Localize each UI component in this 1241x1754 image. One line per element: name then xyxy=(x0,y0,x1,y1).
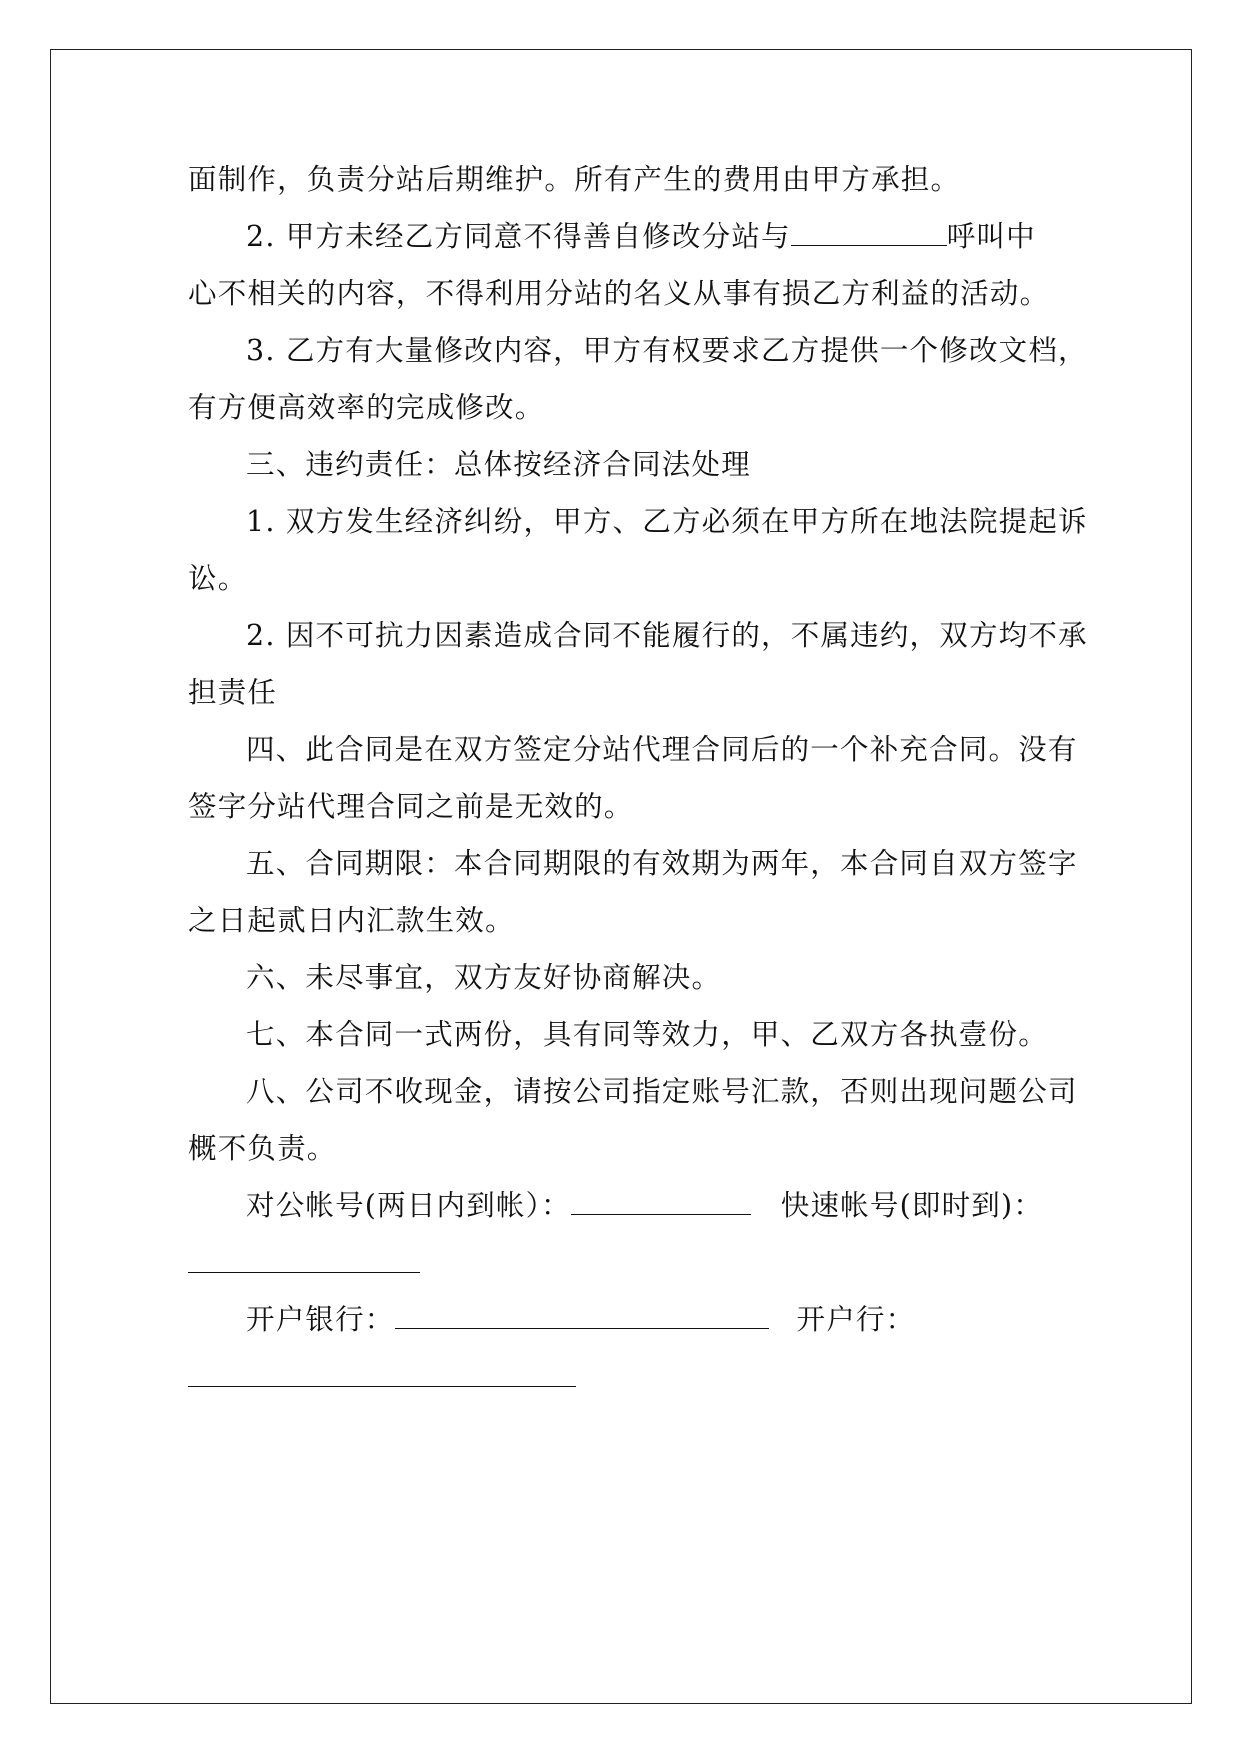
paragraph-line xyxy=(246,217,1036,257)
paragraph-line: 担责任 xyxy=(188,676,278,709)
branch-blank xyxy=(188,1386,576,1387)
paragraph-line: 有方便高效率的完成修改。 xyxy=(188,391,545,424)
paragraph-line: 3. 乙方有大量修改内容，甲方有权要求乙方提供一个修改文档， xyxy=(246,334,1088,367)
paragraph-line: 面制作，负责分站后期维护。所有产生的费用由甲方承担。 xyxy=(188,163,961,196)
express-account-label: 快速帐号(即时到)： xyxy=(780,1189,1044,1222)
branch-label: 开户行： xyxy=(796,1303,916,1336)
paragraph-line: 讼。 xyxy=(188,562,248,595)
bank-line xyxy=(246,1300,915,1340)
bank-blank xyxy=(395,1304,769,1329)
clause-text: 呼叫中 xyxy=(946,220,1036,253)
account-blank xyxy=(571,1190,751,1215)
account-label: 对公帐号(两日内到帐）： xyxy=(246,1189,571,1222)
paragraph-line: 1. 双方发生经济纠纷，甲方、乙方必须在甲方所在地法院提起诉 xyxy=(246,505,1088,538)
bank-label: 开户银行： xyxy=(246,1303,395,1336)
section-heading: 六、未尽事宜，双方友好协商解决。 xyxy=(246,961,722,994)
paragraph-line: 心不相关的内容，不得利用分站的名义从事有损乙方利益的活动。 xyxy=(188,277,1050,310)
fill-blank xyxy=(791,221,947,246)
account-line xyxy=(246,1186,1043,1226)
section-heading: 七、本合同一式两份，具有同等效力，甲、乙双方各执壹份。 xyxy=(246,1018,1048,1051)
section-heading: 八、公司不收现金，请按公司指定账号汇款，否则出现问题公司 xyxy=(246,1075,1078,1108)
paragraph-line: 签字分站代理合同之前是无效的。 xyxy=(188,790,634,823)
clause-text: 2. 甲方未经乙方同意不得善自修改分站与 xyxy=(246,220,791,253)
paragraph-line: 之日起贰日内汇款生效。 xyxy=(188,904,515,937)
section-heading: 三、违约责任：总体按经济合同法处理 xyxy=(246,448,751,481)
paragraph-line: 概不负责。 xyxy=(188,1132,337,1165)
section-heading: 四、此合同是在双方签定分站代理合同后的一个补充合同。没有 xyxy=(246,733,1078,766)
paragraph-line: 2. 因不可抗力因素造成合同不能履行的，不属违约，双方均不承 xyxy=(246,619,1088,652)
express-account-blank xyxy=(188,1272,420,1273)
section-heading: 五、合同期限：本合同期限的有效期为两年，本合同自双方签字 xyxy=(246,847,1078,880)
